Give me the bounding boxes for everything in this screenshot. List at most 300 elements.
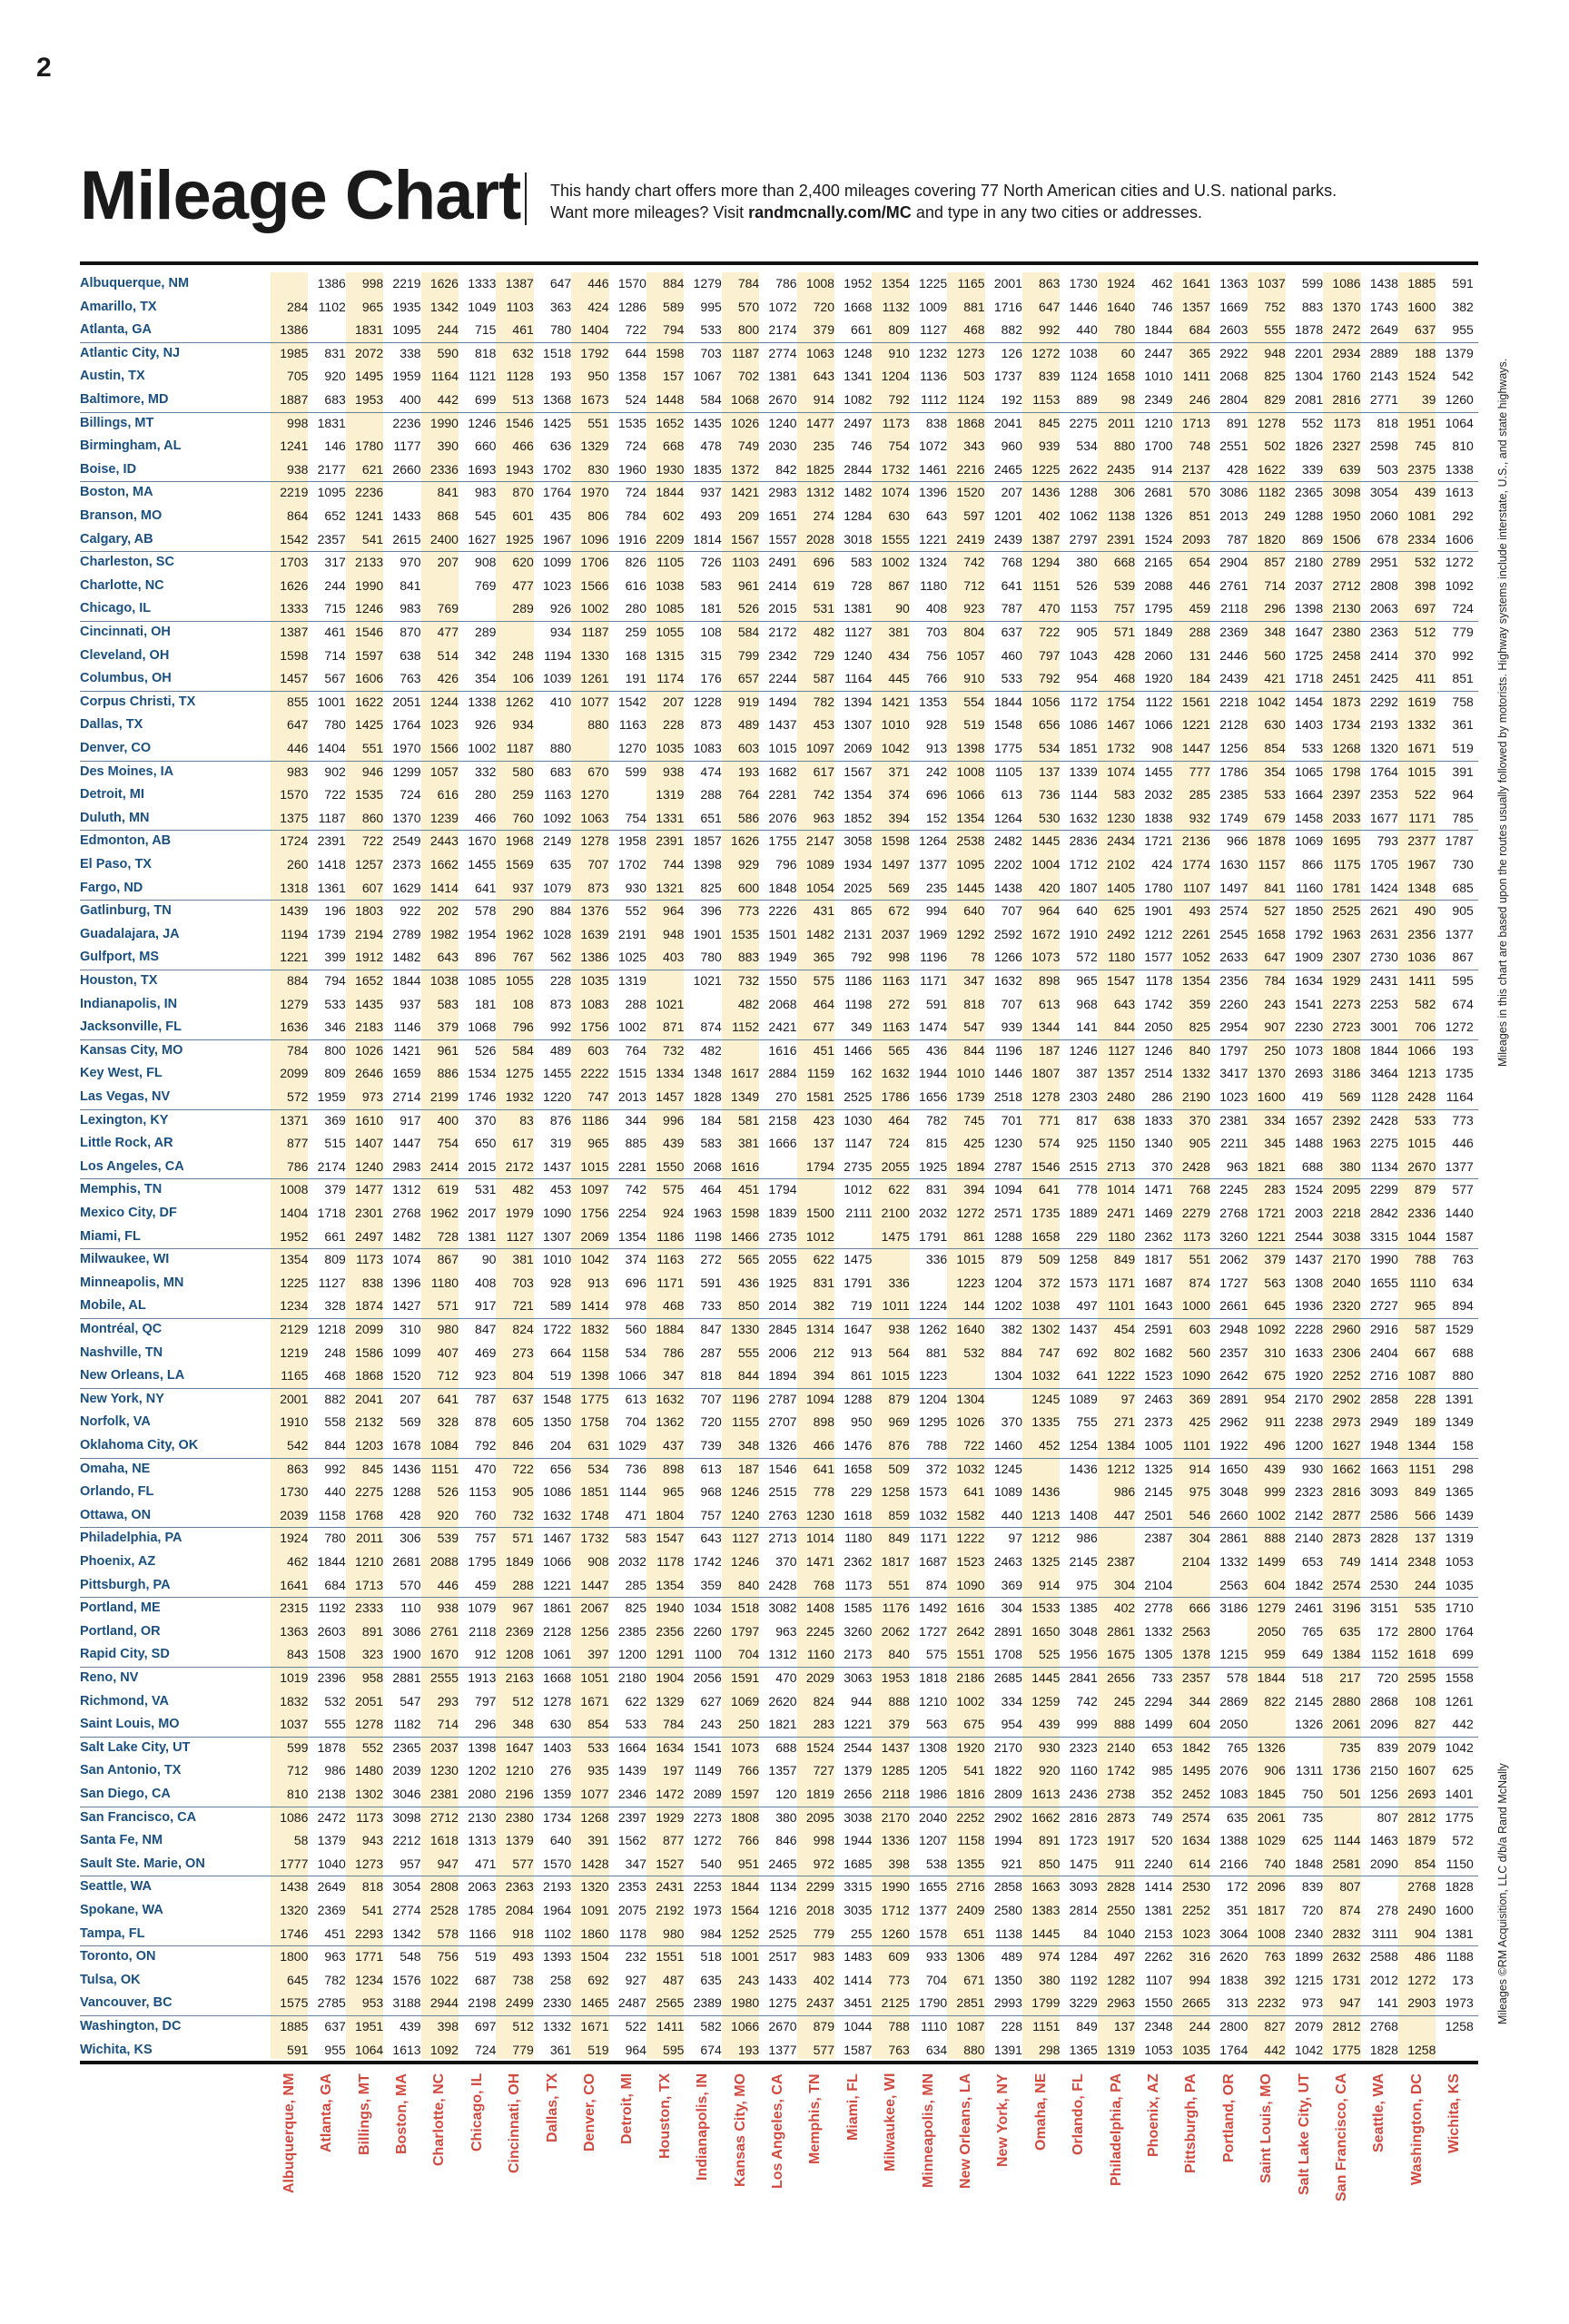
- intro-text: [550, 180, 1458, 223]
- row-city-label: Houston, TX: [80, 973, 158, 988]
- mileage-footnote: Mileages in this chart are based upon the routes usually followed by motorists. Highway systems include interstate, U.S., and state highways.: [1496, 358, 1509, 1067]
- mileage-cell: 3186: [1219, 1600, 1248, 1616]
- mileage-cell: 2439: [1219, 671, 1248, 686]
- mileage-cell: 1318: [280, 880, 309, 895]
- mileage-cell: 1702: [543, 461, 572, 477]
- mileage-cell: 1421: [881, 694, 910, 709]
- table-row: [80, 1737, 1478, 1760]
- mileage-cell: 616: [437, 787, 459, 803]
- mileage-cell: 1186: [844, 973, 873, 988]
- mileage-cell: 1873: [1332, 694, 1361, 709]
- mileage-cell: 1344: [1407, 1438, 1436, 1452]
- mileage-cell: 2051: [355, 1693, 384, 1709]
- mileage-cell: 361: [1452, 717, 1474, 733]
- mileage-cell: 755: [1076, 1414, 1098, 1430]
- mileage-cell: 1822: [993, 1763, 1022, 1778]
- mileage-cell: 749: [1151, 1809, 1173, 1825]
- mileage-cell: 986: [324, 1763, 346, 1778]
- mileage-cell: 1302: [355, 1787, 384, 1801]
- table-row: [80, 877, 1478, 901]
- mileage-cell: 1850: [1295, 903, 1324, 919]
- mileage-cell: 2081: [1295, 392, 1324, 407]
- mileage-cell: 1967: [543, 531, 572, 547]
- mileage-cell: 2761: [429, 1623, 459, 1639]
- mileage-cell: 891: [1227, 415, 1248, 430]
- mileage-cell: 381: [888, 625, 910, 639]
- mileage-cell: 684: [1189, 322, 1210, 338]
- mileage-cell: 533: [700, 322, 722, 338]
- mileage-cell: 285: [625, 1577, 646, 1592]
- mileage-cell: 822: [1264, 1693, 1286, 1709]
- mileage-cell: 968: [1076, 996, 1098, 1011]
- mileage-cell: 347: [663, 1368, 685, 1384]
- mileage-cell: 2800: [1407, 1623, 1436, 1639]
- mileage-cell: 513: [512, 392, 534, 407]
- mileage-cell: 1377: [1445, 926, 1474, 941]
- mileage-cell: 1192: [318, 1600, 346, 1616]
- mileage-cell: 583: [1113, 787, 1136, 803]
- mileage-cell: 1936: [1295, 1298, 1324, 1314]
- mileage-cell: 1546: [355, 625, 384, 639]
- mileage-cell: 137: [1415, 1531, 1436, 1546]
- mileage-cell: 2163: [505, 1670, 534, 1685]
- mileage-cell: 1204: [993, 1275, 1022, 1290]
- mileage-cell: 298: [1039, 2042, 1061, 2057]
- mileage-cell: 880: [963, 2042, 985, 2057]
- mileage-cell: 514: [437, 647, 459, 663]
- mileage-cell: 453: [813, 717, 834, 733]
- mileage-cell: 3001: [1369, 1019, 1398, 1035]
- mileage-cell: 2789: [392, 926, 421, 941]
- column-header-label: Saint Louis, MO: [1258, 2073, 1275, 2183]
- mileage-cell: 1951: [1407, 415, 1436, 430]
- mileage-cell: 1546: [1031, 1158, 1061, 1174]
- mileage-cell: 1817: [1257, 1903, 1286, 1917]
- mileage-cell: 1959: [392, 369, 421, 384]
- mileage-cell: 526: [1076, 577, 1098, 593]
- mileage-cell: 3229: [1069, 1995, 1098, 2011]
- mileage-cell: 2714: [392, 1089, 421, 1104]
- mileage-cell: 864: [287, 508, 309, 523]
- mileage-cell: 1032: [1031, 1368, 1061, 1384]
- mileage-cell: 1775: [1332, 2042, 1361, 2057]
- mileage-cell: 1647: [505, 1739, 534, 1755]
- mileage-cell: 2842: [1369, 1206, 1398, 1220]
- mileage-cell: 2061: [1332, 1717, 1361, 1732]
- mileage-cell: 913: [587, 1275, 609, 1290]
- mileage-cell: 831: [324, 345, 346, 360]
- mileage-cell: 692: [587, 1972, 609, 1987]
- mileage-cell: 1671: [580, 1693, 609, 1709]
- mileage-cell: 2434: [1107, 833, 1136, 849]
- mileage-cell: 1482: [805, 926, 834, 941]
- mileage-cell: 207: [437, 555, 459, 570]
- mileage-cell: 1042: [1257, 694, 1286, 709]
- mileage-cell: 600: [737, 880, 760, 895]
- mileage-cell: 189: [1415, 1414, 1436, 1430]
- mileage-cell: 2428: [1181, 1158, 1210, 1174]
- mileage-cell: 859: [888, 1507, 910, 1522]
- mileage-cell: 1632: [656, 1391, 685, 1406]
- mileage-cell: 1068: [731, 392, 760, 407]
- mileage-cell: 2357: [317, 531, 346, 547]
- mileage-cell: 1457: [656, 1089, 685, 1104]
- mileage-cell: 1414: [1369, 1554, 1398, 1569]
- mileage-cell: 1305: [1144, 1647, 1173, 1662]
- mileage-cell: 2693: [1407, 1787, 1436, 1801]
- mileage-cell: 703: [925, 625, 948, 639]
- mileage-cell: 1107: [1145, 1972, 1173, 1987]
- mileage-cell: 587: [813, 671, 834, 686]
- mileage-cell: 1889: [1069, 1206, 1098, 1220]
- mileage-cell: 1731: [1332, 1972, 1361, 1987]
- mileage-cell: 490: [1415, 903, 1436, 919]
- mileage-cell: 1302: [1031, 1322, 1061, 1336]
- mileage-cell: 1173: [844, 1577, 873, 1592]
- mileage-cell: 1270: [580, 787, 609, 803]
- mileage-cell: 1244: [429, 694, 459, 709]
- mileage-cell: 542: [1452, 369, 1474, 384]
- mileage-cell: 889: [1076, 392, 1098, 407]
- mileage-cell: 1122: [1145, 694, 1173, 709]
- mileage-cell: 569: [1339, 1089, 1361, 1104]
- mileage-cell: 436: [737, 1275, 760, 1290]
- mileage-cell: 446: [1452, 1136, 1474, 1151]
- mileage-cell: 1616: [731, 1158, 760, 1174]
- mileage-cell: 478: [700, 438, 722, 454]
- mileage-cell: 2245: [805, 1623, 834, 1639]
- mileage-cell: 867: [437, 1252, 459, 1267]
- table-row: [80, 1178, 1478, 1202]
- mileage-cell: 1817: [1144, 1252, 1173, 1267]
- mileage-cell: 2199: [429, 1089, 459, 1104]
- mileage-cell: 1730: [280, 1484, 309, 1500]
- mileage-cell: 572: [1452, 1833, 1474, 1848]
- mileage-cell: 2072: [355, 345, 384, 360]
- mileage-cell: 1339: [1069, 763, 1098, 779]
- mileage-cell: 1768: [355, 1507, 384, 1522]
- mileage-cell: 1466: [844, 1042, 873, 1058]
- mileage-cell: 2212: [392, 1833, 421, 1848]
- mileage-cell: 884: [287, 973, 309, 988]
- mileage-cell: 609: [888, 1949, 910, 1965]
- mileage-cell: 1566: [429, 741, 459, 755]
- table-row: [80, 1062, 1478, 1086]
- mileage-cell: 370: [1001, 1414, 1022, 1430]
- mileage-cell: 699: [1452, 1647, 1474, 1662]
- mileage-cell: 459: [1189, 601, 1210, 616]
- mileage-cell: 787: [1227, 531, 1248, 547]
- mileage-cell: 1746: [280, 1925, 309, 1941]
- mileage-cell: 2307: [1332, 950, 1361, 965]
- table-row: [80, 1016, 1478, 1039]
- table-row: [80, 667, 1478, 691]
- mileage-cell: 2642: [956, 1623, 985, 1639]
- mileage-cell: 794: [324, 973, 346, 988]
- mileage-cell: 259: [625, 625, 646, 639]
- mileage-cell: 1173: [882, 415, 910, 430]
- mileage-cell: 554: [963, 694, 985, 709]
- mileage-cell: 1655: [919, 1879, 948, 1895]
- mileage-cell: 1200: [617, 1647, 646, 1662]
- mileage-cell: 1845: [1257, 1787, 1286, 1801]
- mileage-cell: 374: [625, 1252, 646, 1267]
- mileage-cell: 374: [888, 787, 910, 803]
- mileage-cell: 533: [1301, 741, 1324, 755]
- mileage-cell: 336: [925, 1252, 948, 1267]
- mileage-cell: 1570: [280, 787, 309, 803]
- mileage-cell: 884: [549, 903, 572, 919]
- mileage-cell: 2238: [1295, 1414, 1324, 1430]
- mileage-cell: 1064: [1445, 415, 1474, 430]
- mileage-cell: 2727: [1369, 1298, 1398, 1314]
- mileage-cell: 1348: [1407, 880, 1436, 895]
- mileage-cell: 1488: [1295, 1136, 1324, 1151]
- mileage-cell: 704: [925, 1972, 948, 1987]
- mileage-cell: 675: [963, 1717, 985, 1732]
- mileage-cell: 786: [775, 276, 797, 290]
- mileage-cell: 1173: [1333, 415, 1361, 430]
- mileage-cell: 671: [963, 1972, 985, 1987]
- mileage-cell: 2348: [1144, 2019, 1173, 2034]
- mileage-cell: 2497: [844, 415, 873, 430]
- mileage-cell: 380: [775, 1809, 797, 1825]
- mileage-cell: 1839: [768, 1206, 797, 1220]
- mileage-cell: 538: [925, 1856, 948, 1871]
- mileage-cell: 152: [925, 810, 948, 825]
- mileage-cell: 643: [1113, 996, 1136, 1011]
- mileage-cell: 720: [1377, 1670, 1398, 1685]
- table-row: [80, 737, 1478, 761]
- mileage-cell: 2581: [1332, 1856, 1361, 1871]
- mileage-cell: 310: [400, 1322, 421, 1336]
- mileage-cell: 1272: [1445, 1019, 1474, 1035]
- mileage-cell: 1792: [1295, 926, 1324, 941]
- mileage-cell: 923: [475, 1368, 497, 1384]
- mileage-cell: 591: [700, 1275, 722, 1290]
- mileage-cell: 137: [1113, 2019, 1136, 2034]
- mileage-cell: 787: [475, 1391, 497, 1406]
- mileage-cell: 560: [1264, 647, 1286, 663]
- mileage-cell: 994: [1189, 1972, 1210, 1987]
- mileage-cell: 522: [625, 2019, 646, 2034]
- mileage-cell: 992: [1039, 322, 1061, 338]
- mileage-cell: 1404: [317, 741, 346, 755]
- mileage-cell: 2088: [1144, 577, 1173, 593]
- mileage-cell: 2768: [1369, 2019, 1398, 2034]
- mileage-cell: 1144: [618, 1484, 646, 1500]
- mileage-cell: 3315: [1369, 1228, 1398, 1244]
- mileage-cell: 1792: [580, 345, 609, 360]
- mileage-cell: 672: [888, 903, 910, 919]
- mileage-cell: 2463: [993, 1554, 1022, 1569]
- mileage-cell: 948: [663, 926, 685, 941]
- mileage-cell: 1523: [1144, 1368, 1173, 1384]
- mileage-cell: 2063: [1369, 601, 1398, 616]
- mileage-cell: 369: [324, 1112, 346, 1128]
- mileage-cell: 800: [324, 1042, 346, 1058]
- mileage-cell: 1055: [656, 625, 685, 639]
- mileage-cell: 235: [813, 438, 834, 454]
- mileage-cell: 2960: [1332, 1322, 1361, 1336]
- mileage-cell: 1542: [617, 694, 646, 709]
- mileage-cell: 1069: [731, 1693, 760, 1709]
- mileage-cell: 1084: [429, 1438, 459, 1452]
- mileage-cell: 1800: [280, 1949, 309, 1965]
- mileage-cell: 1764: [392, 717, 421, 733]
- mileage-cell: 2525: [768, 1925, 797, 1941]
- row-city-label: Salt Lake City, UT: [80, 1739, 191, 1755]
- mileage-cell: 380: [1339, 1158, 1361, 1174]
- table-row: [80, 1969, 1478, 1993]
- mileage-cell: 1005: [1144, 1438, 1173, 1452]
- mileage-cell: 396: [700, 903, 722, 919]
- mileage-cell: 2712: [1332, 577, 1361, 593]
- mileage-cell: 1312: [768, 1647, 797, 1662]
- mileage-cell: 2356: [1407, 926, 1436, 941]
- mileage-cell: 1288: [993, 1228, 1022, 1244]
- mileage-cell: 3188: [392, 1995, 421, 2011]
- mileage-cell: 2586: [1369, 1507, 1398, 1522]
- mileage-cell: 363: [549, 299, 572, 314]
- mileage-cell: 1230: [1107, 810, 1136, 825]
- mileage-cell: 1042: [1295, 2042, 1324, 2057]
- mileage-cell: 1499: [1257, 1554, 1286, 1569]
- mileage-cell: 794: [663, 322, 685, 338]
- mileage-cell: 1212: [1031, 1531, 1061, 1546]
- row-city-label: Corpus Christi, TX: [80, 694, 196, 709]
- mileage-cell: 1186: [656, 1228, 685, 1244]
- row-city-label: Gatlinburg, TN: [80, 903, 172, 919]
- mileage-cell: 1555: [881, 531, 910, 547]
- mileage-cell: 998: [813, 1833, 834, 1848]
- mileage-cell: 1421: [731, 485, 760, 500]
- mileage-cell: 245: [1113, 1693, 1136, 1709]
- mileage-cell: 914: [813, 392, 834, 407]
- mileage-cell: 1746: [468, 1089, 497, 1104]
- mileage-cell: 304: [1113, 1577, 1136, 1592]
- mileage-cell: 1203: [355, 1438, 384, 1452]
- mileage-cell: 1643: [1144, 1298, 1173, 1314]
- mileage-cell: 435: [549, 508, 572, 523]
- mileage-cell: 2544: [844, 1739, 873, 1755]
- mileage-cell: 2129: [280, 1322, 309, 1336]
- mileage-cell: 349: [851, 1019, 873, 1035]
- mileage-cell: 720: [813, 299, 834, 314]
- mileage-cell: 1795: [468, 1554, 497, 1569]
- mileage-cell: 1329: [580, 438, 609, 454]
- mileage-cell: 1246: [355, 601, 384, 616]
- mileage-cell: 1357: [768, 1763, 797, 1778]
- mileage-cell: 2962: [1219, 1414, 1248, 1430]
- mileage-cell: 1295: [919, 1414, 948, 1430]
- mileage-cell: 439: [400, 2019, 421, 2034]
- mileage-cell: 525: [1039, 1647, 1061, 1662]
- mileage-cell: 1832: [280, 1693, 309, 1709]
- mileage-cell: 1445: [1031, 1670, 1061, 1685]
- mileage-cell: 1090: [543, 1206, 572, 1220]
- mileage-cell: 1218: [317, 1322, 346, 1336]
- mileage-cell: 1099: [543, 555, 572, 570]
- mileage-cell: 287: [700, 1344, 722, 1360]
- mileage-cell: 641: [475, 880, 497, 895]
- mileage-cell: 1026: [731, 415, 760, 430]
- mileage-cell: 1828: [1445, 1879, 1474, 1895]
- mileage-cell: 1616: [768, 1042, 797, 1058]
- mileage-cell: 2397: [1332, 787, 1361, 803]
- mileage-cell: 346: [324, 1019, 346, 1035]
- mileage-cell: 1626: [731, 833, 760, 849]
- row-city-label: Washington, DC: [80, 2019, 182, 2034]
- mileage-cell: 204: [549, 1438, 572, 1452]
- mileage-cell: 2685: [993, 1670, 1022, 1685]
- mileage-cell: 2963: [1107, 1995, 1136, 2011]
- mileage-cell: 1626: [280, 577, 309, 593]
- mileage-cell: 1165: [957, 276, 985, 290]
- mileage-cell: 2446: [1219, 647, 1248, 663]
- mileage-cell: 392: [1264, 1972, 1286, 1987]
- mileage-cell: 2334: [1407, 531, 1436, 547]
- mileage-cell: 1730: [1069, 276, 1098, 290]
- mileage-cell: 545: [475, 508, 497, 523]
- mileage-cell: 2039: [392, 1763, 421, 1778]
- mileage-cell: 1662: [1332, 1461, 1361, 1476]
- mileage-cell: 784: [663, 1717, 685, 1732]
- mileage-cell: 599: [625, 763, 646, 779]
- mileage-cell: 1030: [844, 1112, 873, 1128]
- mileage-cell: 1735: [1031, 1206, 1061, 1220]
- mileage-cell: 2858: [1369, 1391, 1398, 1406]
- table-row: [80, 435, 1478, 458]
- website-link[interactable]: randmcnally.com/MC: [748, 203, 912, 222]
- mileage-cell: 2363: [1369, 625, 1398, 639]
- mileage-cell: 1457: [280, 671, 309, 686]
- mileage-cell: 917: [400, 1112, 421, 1128]
- mileage-cell: 193: [549, 369, 572, 384]
- row-city-label: Gulfport, MS: [80, 950, 159, 965]
- mileage-cell: 2191: [617, 926, 646, 941]
- mileage-cell: 617: [512, 1136, 534, 1151]
- mileage-cell: 354: [475, 671, 497, 686]
- mileage-cell: 1319: [1445, 1531, 1474, 1546]
- mileage-cell: 785: [1452, 810, 1474, 825]
- mileage-cell: 1053: [1144, 2042, 1173, 2057]
- mileage-cell: 1258: [1069, 1252, 1098, 1267]
- mileage-cell: 1460: [993, 1438, 1022, 1452]
- mileage-cell: 315: [700, 647, 722, 663]
- mileage-cell: 768: [813, 1577, 834, 1592]
- mileage-cell: 1387: [280, 625, 309, 639]
- mileage-cell: 1338: [1445, 461, 1474, 477]
- mileage-cell: 1832: [580, 1322, 609, 1336]
- mileage-cell: 724: [888, 1136, 910, 1151]
- mileage-cell: 1011: [882, 1298, 910, 1314]
- mileage-cell: 1307: [844, 717, 873, 733]
- mileage-cell: 2369: [1219, 625, 1248, 639]
- mileage-cell: 1436: [392, 1461, 421, 1476]
- mileage-cell: 1437: [543, 1158, 572, 1174]
- mileage-cell: 854: [1264, 741, 1286, 755]
- mileage-cell: 894: [1452, 1298, 1474, 1314]
- mileage-cell: 2095: [805, 1809, 834, 1825]
- mileage-cell: 2180: [617, 1670, 646, 1685]
- mileage-cell: 2797: [1069, 531, 1098, 547]
- mileage-cell: 2565: [656, 1995, 685, 2011]
- mileage-cell: 905: [512, 1484, 534, 1500]
- mileage-cell: 1990: [429, 415, 459, 430]
- mileage-cell: 1447: [580, 1577, 609, 1592]
- mileage-cell: 2949: [1369, 1414, 1398, 1430]
